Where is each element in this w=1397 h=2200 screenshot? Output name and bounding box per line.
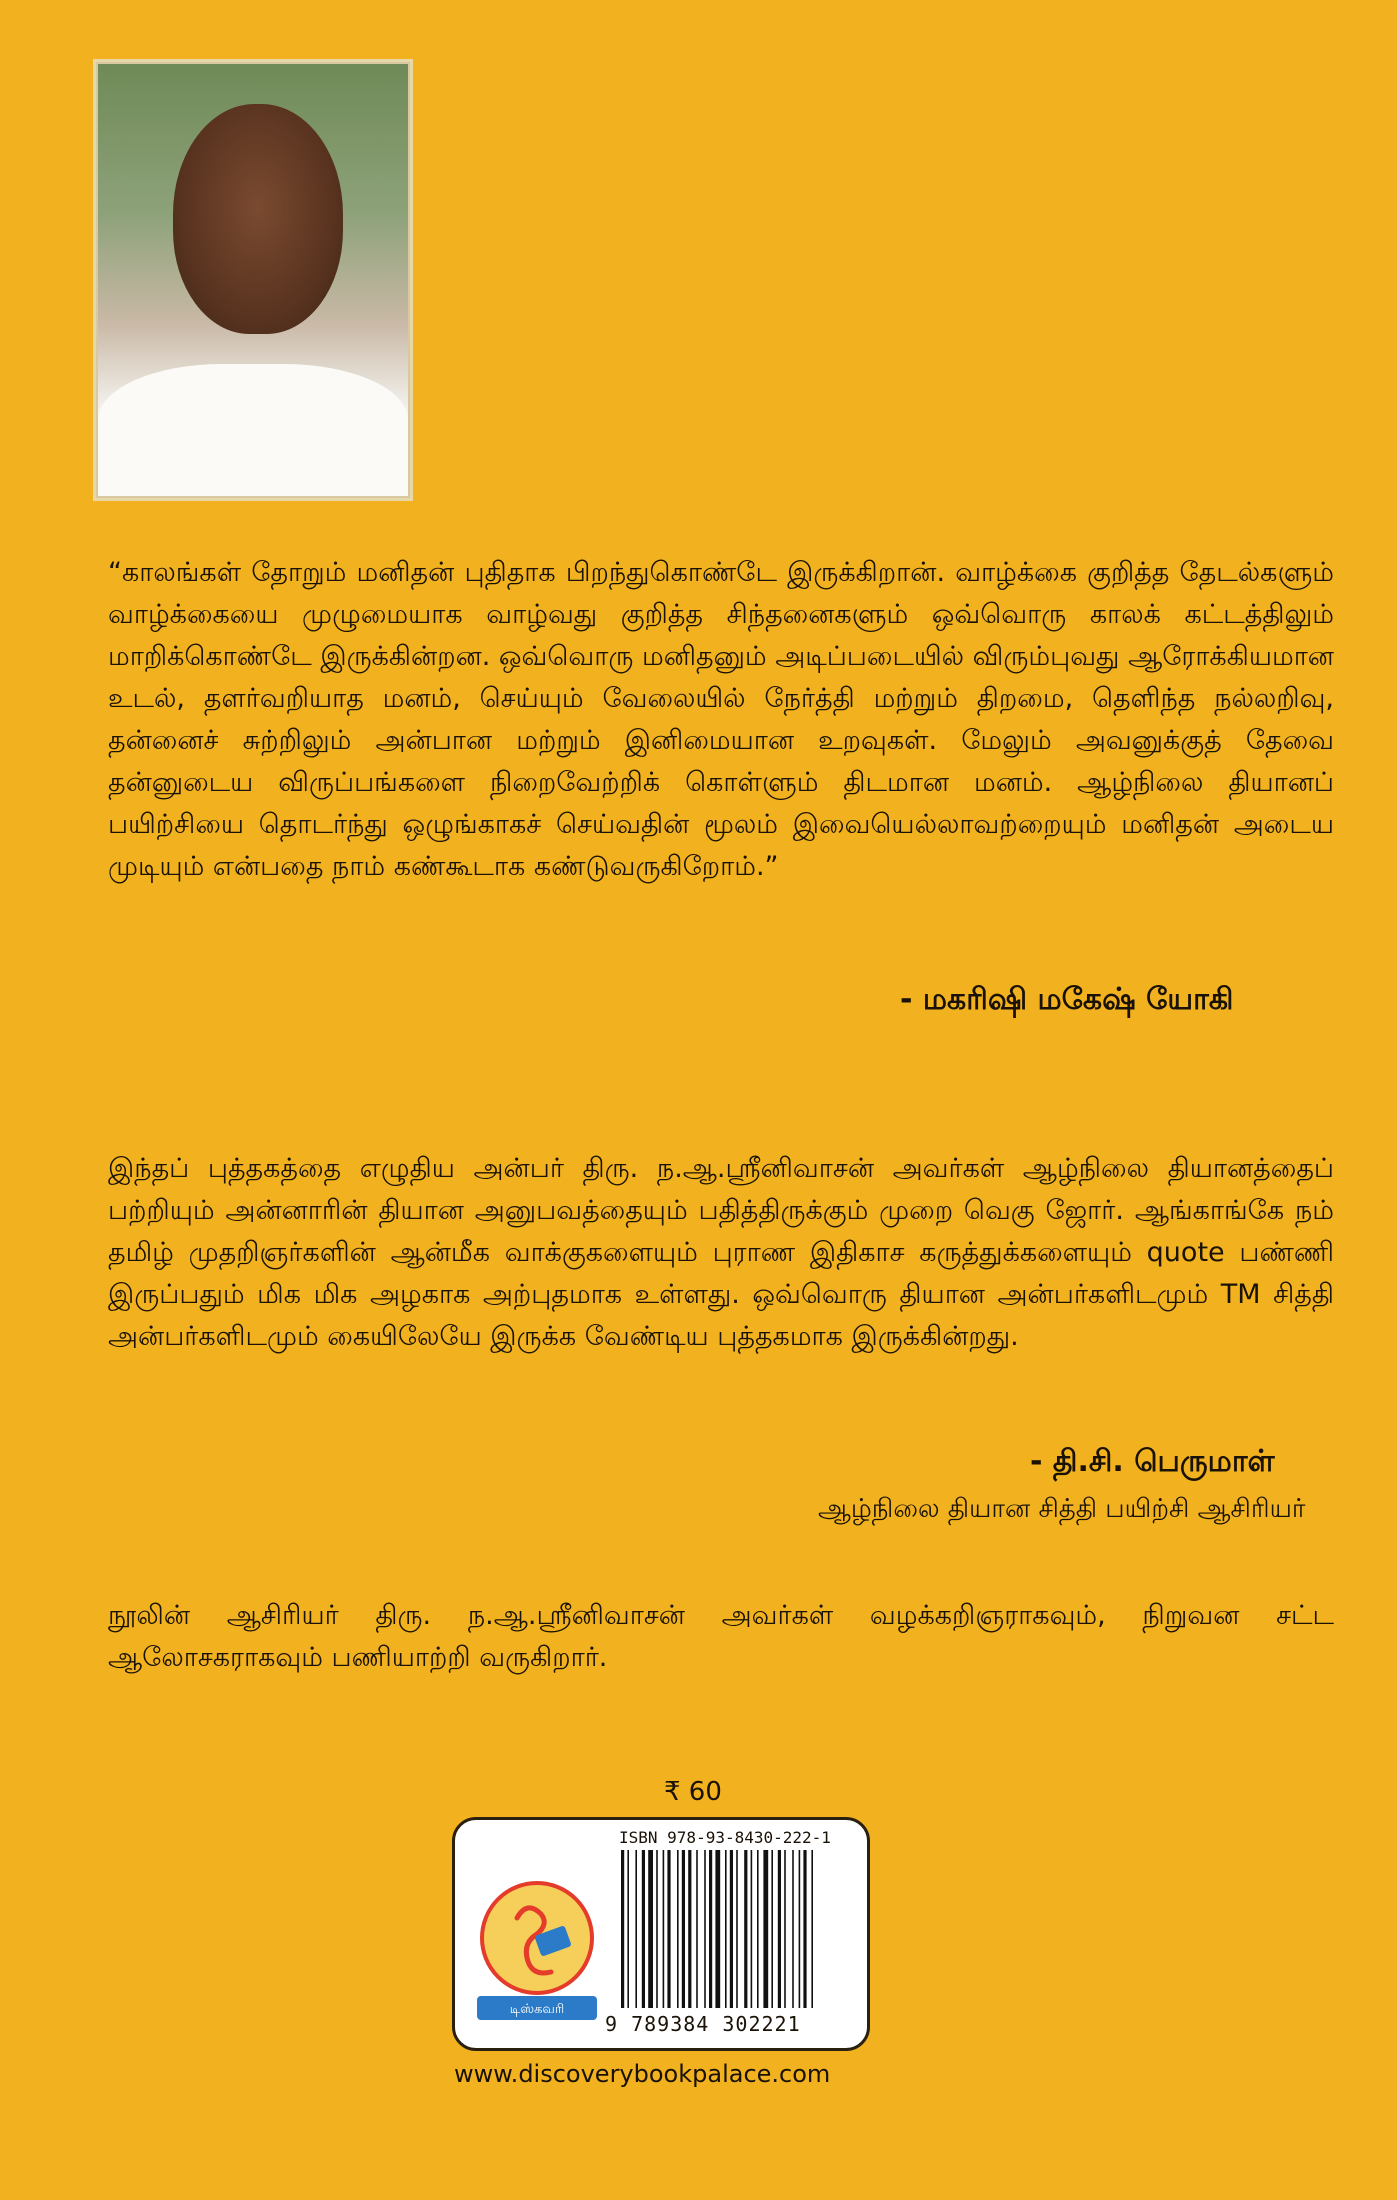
barcode-number: 9 789384 302221	[605, 2012, 801, 2036]
barcode-bar	[715, 1850, 720, 2008]
quote-1-attribution: - மகரிஷி மகேஷ் யோகி	[900, 982, 1234, 1017]
barcode-bar	[667, 1850, 670, 2008]
barcode-bar	[648, 1850, 653, 2008]
quote-2-attribution: - தி.சி. பெருமாள்	[1030, 1444, 1275, 1479]
barcode-bar	[709, 1850, 712, 2008]
barcode-bar	[627, 1850, 629, 2008]
barcode-bar	[771, 1850, 773, 2008]
barcode-icon	[619, 1850, 849, 2010]
barcode-bar	[736, 1850, 738, 2008]
author-face	[173, 104, 343, 334]
barcode-bar	[688, 1850, 691, 2008]
barcode-bar	[799, 1850, 801, 2008]
barcode-card	[452, 1817, 870, 2051]
barcode-bar	[730, 1850, 733, 2008]
barcode-bar	[682, 1850, 685, 2008]
barcode-bar	[803, 1850, 806, 2008]
barcode-bar	[784, 1850, 786, 2008]
barcode-bar	[704, 1850, 706, 2008]
barcode-bar	[656, 1850, 658, 2008]
barcode-bar	[751, 1850, 753, 2008]
quote-1-text: “காலங்கள் தோறும் மனிதன் புதிதாக பிறந்துகொண்டே இருக்கிறான். வாழ்க்கை குறித்த தேடல்களும் வாழ்க்கையை முழுமையாக வாழ்வது குறித்த சிந்தனைகளும் ஒவ்வொரு காலக் கட்டத்திலும் மாறிக்கொண்டே இருக்கின்றன. ஒவ்வொரு மனிதனும் அடிப்படையில் விரும்புவது ஆரோக்கியமான உடல், தளர்வறியாத மனம், செய்யும் வேலையில் நேர்த்தி மற்றும் திறமை, தெளிந்த நல்லறிவு, தன்னைச் சுற்றிலும் அன்பான மற்றும் இனிமையான உறவுகள். மேலும் அவனுக்குத் தேவை தன்னுடைய விருப்பங்களை நிறைவேற்றிக் கொள்ளும் திடமான மனம். ஆழ்நிலை தியானப் பயிற்சியை தொடர்ந்து ஒழுங்காகச் செய்வதின் மூலம் இவையெல்லாவற்றையும் மனிதன் அடைய முடியும் என்பதை நாம் கண்கூடாக கண்டுவருகிறோம்.”	[108, 557, 1334, 882]
barcode-bar	[778, 1850, 781, 2008]
barcode-bar	[663, 1850, 665, 2008]
barcode-bar	[635, 1850, 637, 2008]
barcode-bar	[725, 1850, 727, 2008]
website-link[interactable]: www.discoverybookpalace.com	[454, 2060, 831, 2088]
quote-2-role: ஆழ்நிலை தியான சித்தி பயிற்சி ஆசிரியர்	[818, 1494, 1306, 1524]
publisher-logo-icon	[477, 1878, 597, 2023]
barcode-bar	[763, 1850, 768, 2008]
price-label: ₹ 60	[664, 1777, 722, 1807]
barcode-bar	[642, 1850, 645, 2008]
barcode-bar	[744, 1850, 747, 2008]
author-note: நூலின் ஆசிரியர் திரு. ந.ஆ.ஸ்ரீனிவாசன் அவர்கள் வழக்கறிஞராகவும், நிறுவன சட்ட ஆலோசகராகவும் பணியாற்றி வருகிறார்.	[108, 1600, 1334, 1673]
barcode-bar	[696, 1850, 698, 2008]
author-shirt	[98, 364, 408, 498]
quote-2-text: இந்தப் புத்தகத்தை எழுதிய அன்பர் திரு. ந.ஆ.ஸ்ரீனிவாசன் அவர்கள் ஆழ்நிலை தியானத்தைப் பற்றியும் அன்னாரின் தியான அனுபவத்தையும் பதித்திருக்கும் முறை வெகு ஜோர். ஆங்காங்கே நம் தமிழ் முதறிஞர்களின் ஆன்மீக வாக்குகளையும் புராண இதிகாச கருத்துக்களையும் quote பண்ணி இருப்பதும் மிக மிக அழகாக அற்புதமாக உள்ளது. ஒவ்வொரு தியான அன்பர்களிடமும் TM சித்தி அன்பர்களிடமும் கையிலேயே இருக்க வேண்டிய புத்தகமாக இருக்கின்றது.	[108, 1153, 1334, 1352]
isbn-label: ISBN 978-93-8430-222-1	[619, 1828, 831, 1847]
barcode-bar	[757, 1850, 759, 2008]
author-photo	[96, 62, 410, 498]
barcode-bar	[621, 1850, 624, 2008]
barcode-bar	[811, 1850, 813, 2008]
barcode-bar	[792, 1850, 794, 2008]
barcode-bar	[677, 1850, 679, 2008]
publisher-logo-text: டிஸ்கவரி	[509, 2002, 565, 2017]
